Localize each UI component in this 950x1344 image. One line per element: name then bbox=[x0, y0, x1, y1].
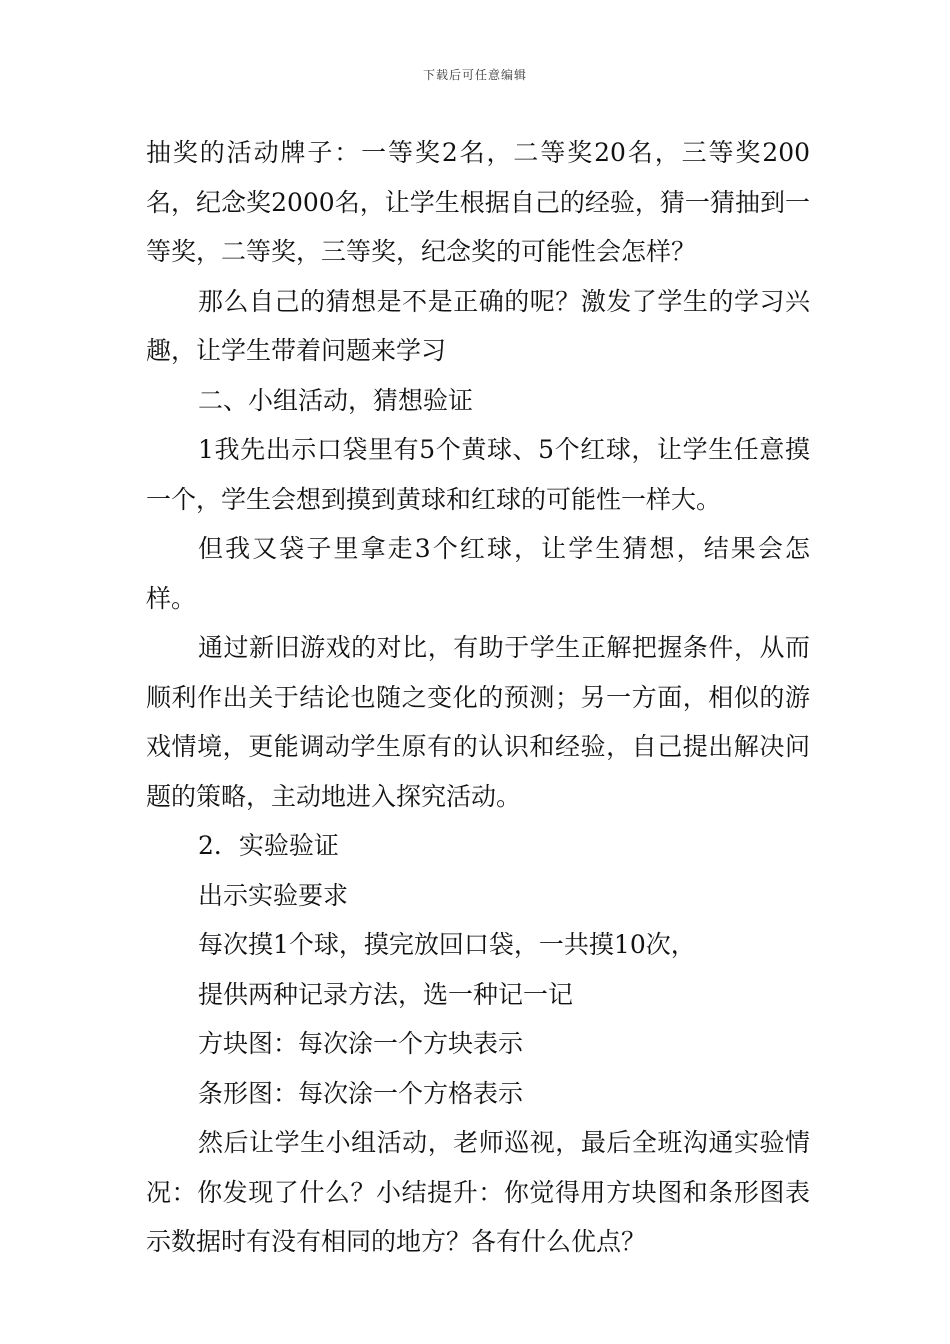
section-heading-group-activity: 二、小组活动，猜想验证 bbox=[198, 385, 474, 415]
paragraph-recording-methods: 提供两种记录方法，选一种记一记 bbox=[198, 979, 574, 1009]
document-body bbox=[146, 128, 810, 1267]
paragraph-bag-balls: 1我先出示口袋里有5个黄球、5个红球，让学生任意摸一个，学生会想到摸到黄球和红球的可能性一样大。 bbox=[146, 435, 810, 514]
subheading-experiment-verification: 2．实验验证 bbox=[198, 831, 339, 860]
paragraph-remove-red-balls: 但我又袋子里拿走3个红球，让学生猜想，结果会怎样。 bbox=[146, 534, 810, 613]
paragraph-game-comparison: 通过新旧游戏的对比，有助于学生正解把握条件，从而顺利作出关于结论也随之变化的预测；另一方面，相似的游戏情境，更能调动学生原有的认识和经验，自己提出解决问题的策略，主动地进入探究活动。 bbox=[146, 633, 810, 811]
paragraph-lottery-prizes: 抽奖的活动牌子：一等奖2名，二等奖20名，三等奖200名，纪念奖2000名，让学生根据自己的经验，猜一猜抽到一等奖，二等奖，三等奖，纪念奖的可能性会怎样？ bbox=[146, 138, 810, 266]
paragraph-block-chart: 方块图：每次涂一个方块表示 bbox=[198, 1029, 524, 1058]
download-note: 下载后可任意编辑 bbox=[422, 68, 527, 82]
paragraph-experiment-requirements: 出示实验要求 bbox=[198, 880, 349, 910]
paragraph-bar-chart: 条形图：每次涂一个方格表示 bbox=[198, 1078, 524, 1108]
paragraph-draw-rule: 每次摸1个球，摸完放回口袋，一共摸10次， bbox=[198, 930, 696, 959]
paragraph-guess-interest: 那么自己的猜想是不是正确的呢？激发了学生的学习兴趣，让学生带着问题来学习 bbox=[146, 286, 810, 365]
paragraph-group-summary: 然后让学生小组活动，老师巡视，最后全班沟通实验情况：你发现了什么？小结提升：你觉得用方块图和条形图表示数据时有没有相同的地方？各有什么优点？ bbox=[146, 1128, 810, 1256]
